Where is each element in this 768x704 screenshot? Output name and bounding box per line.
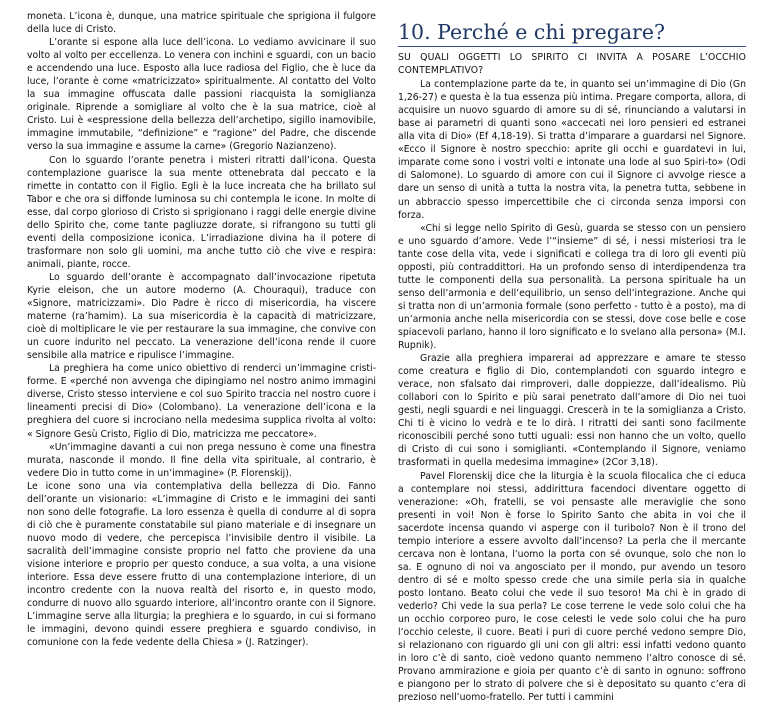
paragraph: La preghiera ha come unico obiettivo di renderci un’immagine cristi-forme. E «perché non avvenga che dipingiamo nel nostro animo immagini diverse, Cristo stesso interviene e col suo Spirito traccia nel nostro cuore i lineamenti precisi di Dio» (Colombano). La venerazione dell’icona e la preghiera del cuore si incrociano nella medesima supplica rivolta al volto: « Signore Gesù Cristo, Figlio di Dio, matricizza me peccatore». <box>27 362 376 440</box>
paragraph: L’orante si espone alla luce dell’icona. Lo vediamo avvicinare il suo volto al volto per eccellenza. Lo venera con inchini e sguardi, con un bacio e accendendo una luce. Esposto alla luce radiosa del Figlio, che è luce da luce, l’orante è come «matricizzato» spiritualmente. Al contatto del Volto la sua immagine offuscata dalle passioni riacquista la somiglianza originale. Riprende a somigliare al volto che è la sua matrice, cioè al Cristo. Lui è «espressione della bellezza dell’archetipo, sigillo inamovibile, immagine immutabile, “definizione” e “ragione” del Padre, che discende verso la sua immagine e assume la carne» (Gregorio Nazianzeno). <box>27 36 376 153</box>
paragraph: Le icone sono una via contemplativa della bellezza di Dio. Fanno dell’orante un visionario: «L’immagine di Cristo e le immagini dei santi non sono delle fotografie. La loro essenza è quella di condurre al di sopra di ciò che è puramente constatabile sul piano materiale e di insegnare un nuovo modo di vedere, che percepisca l’invisibile dentro il visibile. La sacralità dell’immagine consiste proprio nel fatto che proviene da una visione interiore e proprio per questo conduce, a sua volta, a una visione interiore. Essa deve essere frutto di una contemplazione interiore, di un incontro credente con la nuova realtà del risorto e, in questo modo, condurre di nuovo allo sguardo interiore, all’incontro orante con il Signore. L’immagine serve alla liturgia; la preghiera e lo sguardo, in cui si formano le immagini, devono quindi essere preghiera e sguardo condiviso, in comunione con la fede vedente della Chiesa » (J. Ratzinger). <box>27 480 376 650</box>
paragraph: Con lo sguardo l’orante penetra i misteri ritratti dall’icona. Questa contemplazione guarisce la sua mente ottenebrata dal peccato e la rimette in contatto con il Figlio. Egli è la luce increata che ha brillato sul Tabor e che ora si diffonde luminosa su chi contempla le icone. In molte di esse, dal corpo glorioso di Cristo si sprigionano i raggi delle energie divine dello Spirito che, come tante pagliuzze dorate, si rifrangono su tutti gli eventi della composizione iconica. L’irradiazione divina ha il potere di trasformare non solo gli uomini, ma anche tutto ciò che vive e respira: animali, piante, rocce. <box>27 154 376 271</box>
paragraph: La contemplazione parte da te, in quanto sei un’immagine di Dio (Gn 1,26-27) e questa è la tua essenza più intima. Pregare comporta, allora, di acquisire un nuovo sguardo di amore su di sé, rinunciando a valutarsi in base ai parametri di quanti sono «accecati nei loro pensieri ed estranei alla vita di Dio» (Ef 4,18-19). Si tratta d’imparare a guardarsi nel Signore. «Ecco il Signore è nostro specchio: aprite gli occhi e guardatevi in lui, imparate come sono i vostri volti e intonate una lode al suo Spiri-to» (Odi di Salomone). Lo sguardo di amore con cui il Signore ci avvolge riesce a dare un senso di unità a tutta la nostra vita, la penetra tutta, sebbene in un abbraccio spesso impercettibile che ci circonda senza imporsi con forza. <box>398 78 746 222</box>
paragraph: Pavel Florenskij dice che la liturgia è la scuola filocalica che ci educa a contemplare noi stessi, addirittura facendoci diventare oggetto di venerazione: «Oh, fratelli, se voi pensaste alle meraviglie che sono presenti in voi! Non è forse lo Spirito Santo che abita in voi che il sacerdote incensa quando vi asperge con il turibolo? Non è il trono del tempio interiore a essere avvolto dall’incenso? La perla che il mercante cercava non è lontana, l’uomo la porta con sé ovunque, solo che non lo sa. E ognuno di noi va angosciato per il mondo, pur avendo un tesoro dentro di sé e molto spesso crede che una simile perla sia in qualche posto lontano. Beato colui che vede il suo tesoro! Ma chi è in grado di vederlo? Chi vede la sua perla? Le cose terrene le vede solo colui che ha un occhio corporeo puro, le cose celesti le vede solo colui che ha puro l’occhio celeste, il cuore. Beati i puri di cuore perché vedono sempre Dio, si relazionano con riguardo gli uni con gli altri: essi infatti vedono quanto in loro c’è di santo, cioè vedono quanto nemmeno l’altro conosce di sé. Provano ammirazione e gioia per quanto c’è di santo in ognuno: soffrono e piangono per lo strato di polvere che si è depositato su quanto c’era di prezioso nell’uomo-fratello. Per tutti i cammini <box>398 470 746 704</box>
right-column <box>398 20 746 704</box>
paragraph: moneta. L’icona è, dunque, una matrice spirituale che sprigiona il fulgore della luce di Cristo. <box>27 10 376 36</box>
chapter-title: 10. Perché e chi pregare? <box>398 20 746 47</box>
paragraph: Lo sguardo dell’orante è accompagnato dall’invocazione ripetuta Kyrie eleison, che un autore moderno (A. Chouraqui), traduce con «Signore, matricizzami». Dio Padre è ricco di misericordia, ha viscere materne (ra’hamim). La sua misericordia è la capacità di matricizzare, cioè di moltiplicare le vie per restaurare la sua immagine, che convive con un cuore indurito nel peccato. La venerazione dell’icona rende il cuore sensibile alla matrice e ripulisce l’immagine. <box>27 271 376 362</box>
left-column <box>27 10 376 649</box>
section-subheading: SU QUALI OGGETTI LO SPIRITO CI INVITA A POSARE L’OCCHIO CONTEMPLATIVO? <box>398 51 746 77</box>
paragraph: Grazie alla preghiera imparerai ad apprezzare e amare te stesso come creatura e figlio di Dio, contemplandoti con sguardo integro e verace, non sfalsato dai rimproveri, dalle doppiezze, dall’idealismo. Più collabori con lo Spirito e più sarai penetrato dall’amore di Dio nei tuoi gesti, negli sguardi e nei linguaggi. Crescerà in te la somiglianza a Cristo. Chi ti è vicino lo vedrà e te lo dirà. I ritratti dei santi sono facilmente riconoscibili perché sono tutti uguali: essi non hanno che un volto, quello di Cristo di cui sono i somiglianti. «Contemplando il Signore, veniamo trasformati in quella medesima immagine» (2Cor 3,18). <box>398 352 746 469</box>
paragraph: «Un’immagine davanti a cui non prega nessuno è come una finestra murata, nasconde il mondo. Il fine della vita spirituale, al contrario, è vedere Dio in tutto come in un’immagine» (P. Florenskij). <box>27 441 376 480</box>
paragraph: «Chi si legge nello Spirito di Gesù, guarda se stesso con un pensiero e uno sguardo d’amore. Vede l’“insieme” di sé, i nessi misteriosi tra le tante cose della vita, vede i significati e collega tra di loro gli eventi più opposti, più contraddittori. Ha un profondo senso di interdipendenza tra tutte le componenti della sua personalità. La persona spirituale ha un senso dell’armonia e dell’equilibrio, un senso dell’integrazione. Anche qui si tratta non di un’armonia formale (sono perfetto - tutto è a posto), ma di un’armonia anche nella misericordia con se stessi, dove cose belle e cose spiacevoli parlano, hanno il loro significato e lo svelano alla persona» (M.I. Rupnik). <box>398 222 746 352</box>
